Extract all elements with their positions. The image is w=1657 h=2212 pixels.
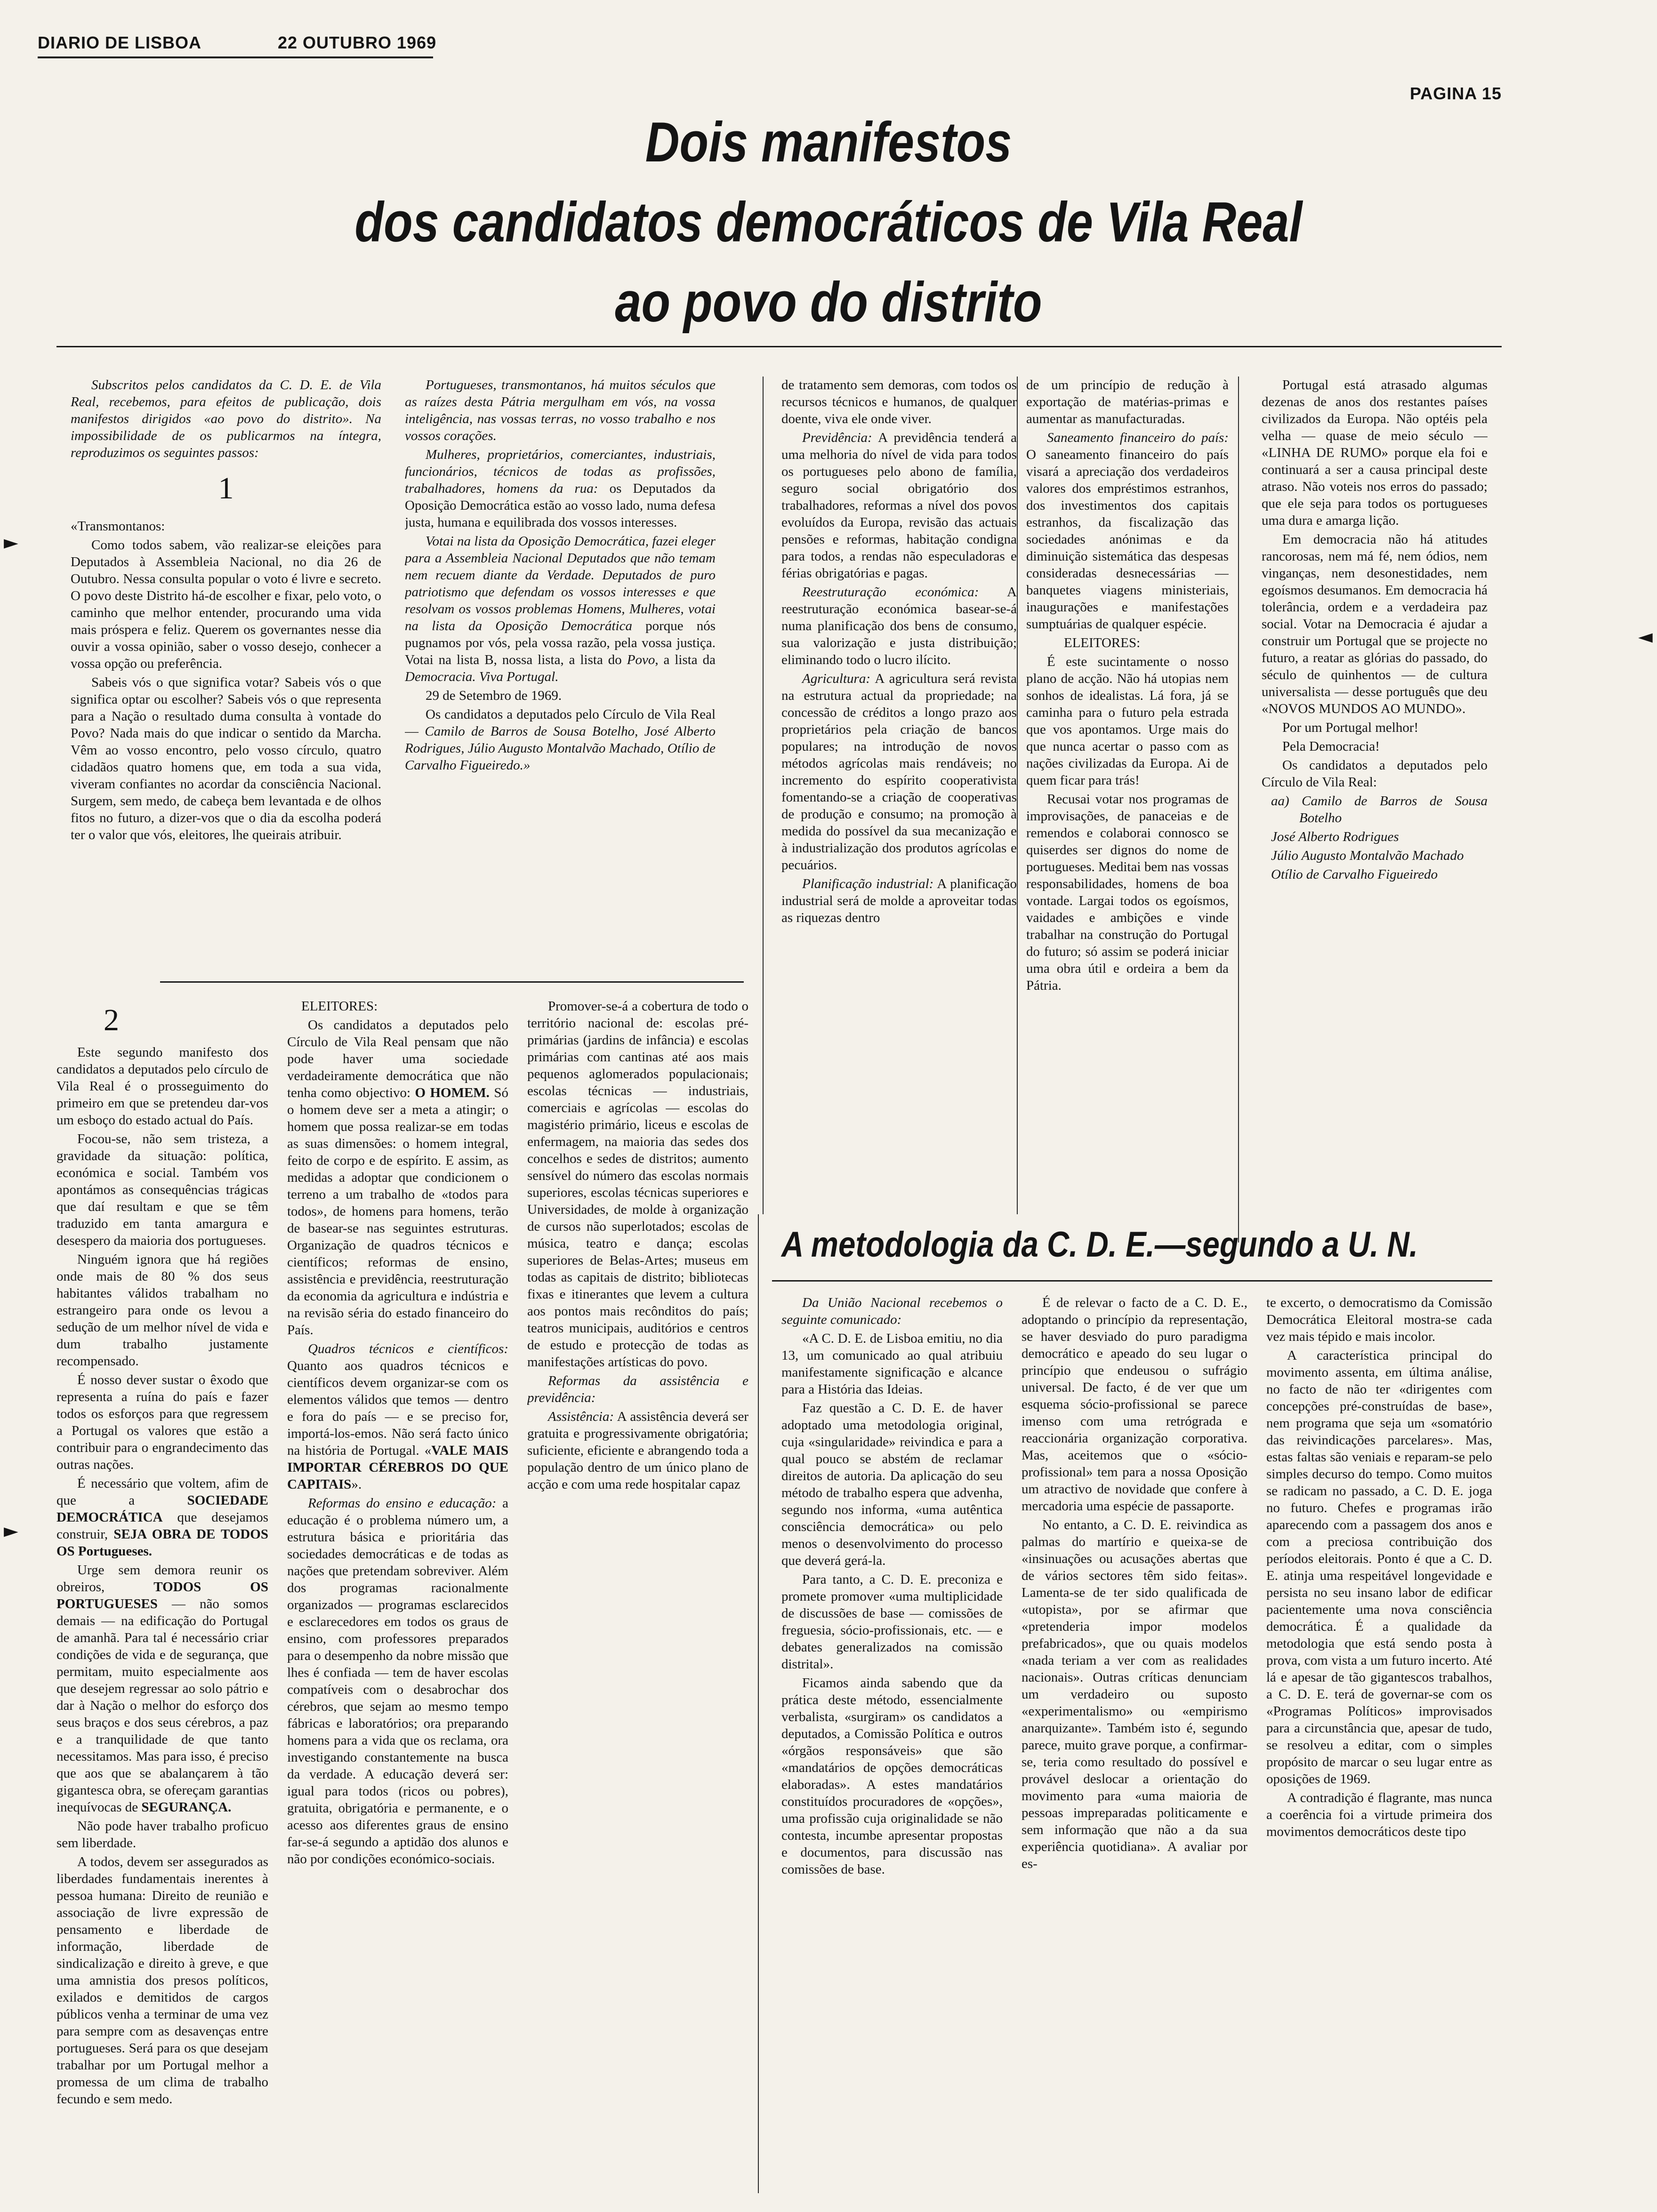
column-divider: [1017, 377, 1018, 1214]
column-divider: [1238, 377, 1239, 1242]
subheading: ELEITORES:: [1064, 635, 1141, 650]
page-number: PAGINA 15: [1409, 84, 1502, 103]
subheading: Quadros técnicos e científicos:: [308, 1341, 508, 1356]
paragraph-text: Povo: [627, 652, 655, 667]
paragraph: Por um Portugal melhor!: [1282, 720, 1419, 735]
section-rule: [160, 981, 744, 983]
subheading: Reformas da assistência e previdência:: [527, 1373, 748, 1405]
signatory-name: aa) Camilo de Barros de Sousa Botelho: [1271, 793, 1488, 825]
paragraph-text: É necessário que voltem, afim de que a: [56, 1476, 268, 1508]
paragraph: [527, 1408, 748, 1493]
emphasis: O HOMEM.: [415, 1085, 490, 1100]
emphasis: SEGURANÇA.: [141, 1800, 232, 1815]
paragraph: É este sucintamente o nosso plano de acção. Não há utopias nem sonhos de idealistas. Lá fora, já se caminha para o futuro pela estrada que vos apontamos. Urge mais do que nunca acertar o passo com as nações civilizadas da Europa. Ai de quem ficar para trás!: [1026, 654, 1229, 788]
paragraph: A contradição é flagrante, mas nunca a coerência foi a virtude primeira dos movimentos democráticos deste tipo: [1266, 1790, 1492, 1839]
manifesto-1-column-2: [405, 377, 716, 979]
paragraph: Para tanto, a C. D. E. preconiza e promete promover «uma multiplicidade de discussões de base — comissões de freguesia, sócio-profissionais, etc. — e debates generalizados na comissão distrital».: [781, 1572, 1003, 1672]
article-column-2: [1022, 1294, 1247, 2203]
paragraph-text: , a lista da: [655, 652, 716, 667]
paragraph-text: ».: [351, 1477, 362, 1492]
paragraph: «A C. D. E. de Lisboa emitiu, no dia 13, um comunicado ao qual atribuiu manifestamente significação e alcance para a História das Ideias.: [781, 1331, 1003, 1397]
article-intro: Da União Nacional recebemos o seguinte comunicado:: [781, 1295, 1003, 1327]
signatory-name: Otílio de Carvalho Figueiredo: [1271, 867, 1438, 882]
column-divider: [758, 1214, 759, 2193]
manifesto-1-date: 29 de Setembro de 1969.: [426, 688, 562, 703]
emphasis: TODOS OS PORTUGUESES: [56, 1579, 268, 1611]
paragraph: [287, 1017, 508, 1338]
paragraph-text: que desejamos construir,: [56, 1510, 268, 1542]
subheading: Previdência:: [802, 430, 872, 445]
paragraph-text: porque nós pugnamos por vós, pela vossa razão, pela vossa justiça. Votai na lista B, nossa lista, a lista do: [405, 618, 716, 667]
paragraph: Ficamos ainda sabendo que da prática deste método, essencialmente verbalista, «surgiram» os candidatos a deputados, a Comissão Política e outros «órgãos responsáveis» que são «mandatários de opções democráticas elaboradas». A estes mandatários constituídos procuradores de «opções», uma profissão cuja originalidade se não contesta, incumbe apresentar propostas e documentos, para discussão nas comissões de base.: [781, 1675, 1003, 1877]
paragraph-text: Homens, Mulheres, votai na lista da Oposição Democrática: [405, 601, 716, 633]
article-column-1: [781, 1294, 1003, 2203]
paragraph-text: A assistência deverá ser gratuita e progressivamente obrigatória; suficiente, eficiente e abrangendo toda a população dentro de um único plano de acção e com uma rede hospitalar capaz: [527, 1409, 748, 1492]
paragraph: [1026, 429, 1229, 633]
paragraph-text: A agricultura será revista na estrutura actual da propriedade; na concessão de créditos a longo prazo aos proprietários pela criação de bancos populares; na introdução de novos métodos agrícolas mais rendáveis; no incremento do espírito cooperativista fomentando-se a criação de cooperativas de produção e consumo; na promoção à medida do possível da sua mecanização e à industrialização dos produtos agrícolas e pecuários.: [781, 671, 1017, 873]
signatory-names: Camilo de Barros de Sousa Botelho, José Alberto Rodrigues, Júlio Augusto Montalvão Machado, Otílio de Carvalho Figueiredo.»: [405, 724, 716, 773]
paragraph-text: Só o homem deve ser a meta a atingir; o homem que possa realizar-se em todas as suas dimensões: o homem integral, feito de corpo e de espírito. E assim, as medidas a adoptar que condicionem o terreno a um trabalho de «todos para todos», de homens para homens, terão de basear-se nas seguintes estruturas. Organização de quadros técnicos e científicos; reformas de ensino, assistência e previdência, reestruturação da economia da agricultura e indústria e na revisão séria do estado financeiro do País.: [287, 1085, 508, 1338]
paragraph: de um princípio de redução à exportação de matérias-primas e aumentar as manufacturadas.: [1026, 377, 1229, 426]
paragraph: É de relevar o facto de a C. D. E., adoptando o princípio da representação, se haver desviado do puro paradigma democrático e apeado do seu lugar o princípio que endeusou o sufrágio universal. De facto, é de ver que um esquema sócio-profissional se parece imenso com uma retrógrada e reaccionária organização corporativa. Mas, aceitemos que o «sócio-profissional» tem para a nossa Oposição um atractivo de novidade que confere à mercadoria uma espécie de passaporte.: [1022, 1295, 1247, 1514]
manifesto-2-column-1: [56, 998, 268, 2203]
column-divider: [763, 377, 764, 1214]
intro-paragraph: Subscritos pelos candidatos da C. D. E. de Vila Real, recebemos, para efeitos de publicação, dois manifestos dirigidos «ao povo do distrito». Na impossibilidade de os publicarmos na íntegra, reproduzimos os seguintes passos:: [71, 377, 381, 460]
greeting: «Transmontanos:: [71, 519, 165, 534]
section-number-1: 1: [218, 471, 234, 505]
paragraph: É nosso dever sustar o êxodo que representa a ruína do país e fazer todos os esforços para que regressem a Portugal os valores que estão a contribuir para o engrandecimento das outras nações.: [56, 1372, 268, 1472]
article-rule: [772, 1280, 1492, 1282]
paragraph: Pela Democracia!: [1282, 739, 1380, 754]
article-title: A metodologia da C. D. E.—segundo a U. N.: [781, 1225, 1418, 1265]
paragraph: Portugal está atrasado algumas dezenas de anos dos restantes países civilizados da Europa. Não optéis pela velha — quase de meio século — «LINHA DE RUMO» porque ela foi e continuará a ser a causa principal deste atraso. Não voteis nos erros do passado; que ele seja para todos os portugueses uma dura e amarga lição.: [1262, 377, 1488, 528]
signatory-name: Júlio Augusto Montalvão Machado: [1271, 848, 1464, 863]
manifesto-column-5: [1262, 377, 1488, 1233]
manifesto-1-signatures: [405, 706, 716, 774]
paragraph: [287, 1340, 508, 1493]
paragraph: A todos, devem ser assegurados as liberdades fundamentais inerentes à pessoa humana: Direito de reunião e associação de livre expressão de pensamento e liberdade de informação, liberdade de sindicalização e direito à greve, e que uma amnistia dos presos políticos, exilados e demitidos de cargos públicos venha a terminar de uma vez para sempre com as desavenças entre portugueses. Será para os que desejam trabalhar por um Portugal melhor a promessa de um clima de trabalho fecundo e sem medo.: [56, 1854, 268, 2107]
manifesto-1-paragraph: [405, 533, 716, 685]
margin-arrow-icon: ◄: [1638, 626, 1653, 648]
paragraph: [56, 1562, 268, 1816]
paragraph: No entanto, a C. D. E. reivindica as palmas do martírio e queixa-se de «insinuações ou acusações abertas que de vários sectores têm sido feitas». Lamenta-se de ter sido qualificada de «utopista», por se afirmar que «pretenderia impor modelos prefabricados», que ou quais modelos «nada teriam a ver com as realidades nacionais». Outras críticas denunciam um verdadeiro ou suposto «experimentalismo» ou «empirismo anarquizante». Também isto é, segundo parece, muito grave porque, a confirmar-se, teria como resultado do possível e provável deslocar a orientação do movimento para «uma maioria de pessoas impreparadas politicamente e sem informação que não a da sua experiência quotidiana». A avaliar por es-: [1022, 1517, 1247, 1871]
subheading: ELEITORES:: [301, 999, 378, 1014]
manifesto-column-3: [781, 377, 1017, 1214]
subheading: Assistência:: [548, 1409, 614, 1424]
emphasis: SEJA OBRA DE TODOS OS Portugueses.: [56, 1527, 268, 1559]
paragraph: Recusai votar nos programas de improvisações, de panaceias e de remendos e colaborai connosco se quiserdes ser dignos do nome de portugueses. Meditai bem nas vossas responsabilidades, homens de boa vontade. Largai todos os egoísmos, vaidades e ambições e vinde trabalhar na construção do Portugal do futuro; só assim se poderá iniciar uma obra útil e ordeira a bem da Pátria.: [1026, 792, 1229, 993]
paragraph: [781, 584, 1017, 668]
paragraph: [287, 1495, 508, 1867]
paragraph: Em democracia não há atitudes rancorosas, nem má fé, nem ódios, nem vinganças, nem desonestidades, nem egoísmos desumanos. Em democracia há tolerância, ordem e a verdadeira paz social. Votar na Democracia é ajudar a construir um Portugal que se projecte no futuro, a reatar as glórias do passado, do século de quinhentos — de cultura universalista — desse português que deu «NOVOS MUNDOS AO MUNDO».: [1262, 532, 1488, 716]
headline-line-2: dos candidatos democráticos de Vila Real: [354, 191, 1303, 254]
paragraph: [781, 429, 1017, 582]
emphasis: SOCIEDADE DEMOCRÁTICA: [56, 1493, 268, 1525]
paragraph-text: a educação é o problema número um, a estrutura básica e prioritária das sociedades democráticas e de todas as nações que pretendam sobreviver. Além dos programas racionalmente organizados — programas esclarecidos e esclarecedores em todos os graus de ensino, com professores preparados para o desempenho da nobre missão que lhes é confiada — tem de haver escolas compatíveis com o desabrochar dos cérebros, que sejam ao mesmo tempo fábricas e laboratórios; ora preparando homens para a vida que os reclama, ora investigando constantemente na busca da verdade. A educação deverá ser: igual para todos (ricos ou pobres), gratuita, obrigatória e permanente, e o acesso aos diferentes graus de ensino far-se-á segundo a aptidão dos alunos e não por condições económico-sociais.: [287, 1496, 508, 1867]
manifesto-1-paragraph: Sabeis vós o que significa votar? Sabeis vós o que significa optar ou escolher? Sabeis vós o que representa para a Nação o resultado duma consulta à vontade do Povo? Nada mais do que indicar o sentido da Marcha. Vêm ao vosso encontro, pelo vosso círculo, quatro cidadãos quatro homens que, em toda a sua vida, viveram confiantes no acordar da consciência Nacional. Surgem, sem medo, de cabeça bem levantada e de olhos fitos no futuro, a dizer-vos que o dia da escolha poderá ter o valor que vós, eleitores, lhe queirais atribuir.: [71, 675, 381, 842]
paragraph: Este segundo manifesto dos candidatos a deputados pelo círculo de Vila Real é o prosseguimento do primeiro em que se pretendeu dar-vos um esboço do estado actual do País.: [56, 1045, 268, 1128]
paragraph-text: A reestruturação económica basear-se-á numa planificação dos bens de consumo, sua valorização e justa distribuição; eliminando todo o lucro ilícito.: [781, 585, 1017, 667]
paragraph: [781, 670, 1017, 874]
paragraph-text: Urge sem demora reunir os obreiros,: [56, 1563, 268, 1595]
paragraph: [781, 875, 1017, 926]
subheading: Reestruturação económica:: [802, 585, 979, 600]
paragraph: A característica principal do movimento assenta, em última análise, no facto de não ter «dirigentes com concepções pré-construídas de base», nem programa que seja um «somatório das reivindicações parcelares». Mas, estas faltas são veniais e reparam-se pelo simples decurso do tempo. Como muitos se radicam no passado, a C. D. E. joga no futuro. Chefes e programas irão aparecendo com a passagem dos anos e com a preciosa contribuição dos períodos eleitorais. Ponto é que a C. D. E. atinja uma respeitável longevidade e persista no seu insano labor de edificar pacientemente uma nova consciência democrática. É a qualidade da metodologia que está sendo posta à prova, com vista a um futuro incerto. Até lá e apesar de tão gigantescos trabalhos, a C. D. E. terá de governar-se com os «Programas Políticos» improvisados para a circunstância que, apesar de tudo, se resolveu a editar, com o simples propósito de marcar o seu lugar entre as oposições de 1969.: [1266, 1348, 1492, 1787]
paragraph: Faz questão a C. D. E. de haver adoptado uma metodologia original, cuja «singularidade» reivindica e para a qual pouco se abstém de reclamar direitos de autoria. Da aplicação do seu método de trabalho espera que advenha, segundo nos informa, «uma autêntica consciência democrática» ou pelo menos o desenvolvimento do processo que deverá gerá-la.: [781, 1401, 1003, 1568]
subheading: Reformas do ensino e educação:: [308, 1496, 497, 1511]
paragraph-text: Quanto aos quadros técnicos e científicos devem organizar-se com os elementos válidos que temos — dentro e fora do país — e se preciso for, importá-los-emos. Não será facto único na história de Portugal. «: [287, 1358, 508, 1458]
address-list: Mulheres, proprietários, comerciantes, industriais, funcionários, técnicos de todas as profissões, trabalhadores, homens da rua:: [405, 447, 716, 496]
manifesto-1-paragraph: Portugueses, transmontanos, há muitos séculos que as raízes desta Pátria mergulham em vós, na vossa inteligência, nas vossas terras, no vosso trabalho e nos vossos corações.: [405, 377, 716, 443]
headline-line-3: ao povo do distrito: [615, 271, 1042, 334]
headline-line-1: Dois manifestos: [645, 111, 1012, 174]
masthead-rule: [38, 56, 433, 58]
paragraph: Focou-se, não sem tristeza, a gravidade da situação: política, económica e social. Também vos apontámos as consequências trágicas que daí resultam e que se têm traduzido em tanta amargura e desespero da maioria dos portugueses.: [56, 1131, 268, 1248]
newspaper-name: DIARIO DE LISBOA: [38, 33, 202, 52]
margin-arrow-icon: ►: [4, 532, 18, 553]
paragraph: de tratamento sem demoras, com todos os recursos técnicos e humanos, de qualquer doente, viva ele onde viver.: [781, 377, 1017, 426]
manifesto-1-paragraph: [405, 446, 716, 531]
paragraph-text: Votai na lista da Oposição Democrática, fazei eleger para a Assembleia Nacional Deputados que não temam nem recuem diante da Verdade. Deputados de puro patriotismo que defendam os vossos interesses e que resolvam os vossos problemas: [405, 534, 716, 617]
paragraph-text: — não somos demais — na edificação do Portugal de amanhã. Para tal é necessário criar condições de vida e de segurança, que permitam, muito especialmente aos que desejem regressar ao solo pátrio e dar à Nação o melhor do esforço dos seus braços e dos seus cérebros, a paz e a tranquilidade de que tanto necessitamos. Mas para isso, é preciso que aos que se abalançarem à tão gigantesca obra, se ofereçam garantias inequívocas de: [56, 1596, 268, 1815]
paragraph-text: A planificação industrial será de molde a aproveitar todas as riquezas dentro: [781, 876, 1017, 925]
subheading: Saneamento financeiro do país:: [1047, 430, 1229, 445]
signatory-name: José Alberto Rodrigues: [1271, 829, 1399, 844]
emphasis: VALE MAIS IMPORTAR CÉREBROS DO QUE CAPITAIS: [287, 1443, 508, 1492]
paragraph: [56, 1475, 268, 1560]
issue-date: 22 OUTUBRO 1969: [278, 33, 437, 52]
headline-rule: [56, 346, 1502, 347]
paragraph-text: Os candidatos a deputados pelo Círculo de Vila Real pensam que não pode haver uma sociedade verdadeiramente democrática que não tenha como objectivo:: [287, 1018, 508, 1100]
paragraph: Não pode haver trabalho proficuo sem liberdade.: [56, 1819, 268, 1851]
paragraph-text: Democracia. Viva Portugal.: [405, 669, 559, 684]
manifesto-1-column-1: [71, 377, 381, 979]
section-number-2: 2: [104, 1003, 119, 1037]
paragraph-text: A previdência tenderá a uma melhoria do nível de vida para todos os portugueses pelo abono de família, seguro social obrigatório dos trabalhadores, reformas a nível dos povos evoluídos da Europa, revisão das actuais pensões e reformas, habitação condigna para todos, a rendas não especuladoras e férias obrigatórias e pagas.: [781, 430, 1017, 581]
manifesto-1-paragraph: Como todos sabem, vão realizar-se eleições para Deputados à Assembleia Nacional, no dia 26 de Outubro. Nessa consulta popular o voto é livre e secreto. O povo deste Distrito há-de escolher e fixar, pelo voto, o caminho que melhor entender, procurando uma vida mais próspera e feliz. Querem os governantes nesse dia ouvir a vossa opinião, saber o vosso desejo, conhecer a vossa opção ou preferência.: [71, 537, 381, 671]
manifesto-column-4: [1026, 377, 1229, 1214]
article-column-3: [1266, 1294, 1492, 2203]
paragraph: Os candidatos a deputados pelo Círculo de Vila Real:: [1262, 758, 1488, 790]
paragraph: te excerto, o democratismo da Comissão Democrática Eleitoral mostra-se cada vez mais tépido e mais incolor.: [1266, 1295, 1492, 1344]
subheading: Agricultura:: [802, 671, 870, 686]
paragraph-text: O saneamento financeiro do país visará a apreciação dos verdadeiros valores dos empréstimos estranhos, dos investimentos dos capitais estranhos, da fiscalização das sociedades anónimas e da diminuição sistemática das despesas consideradas desnecessárias — banquetes viagens ministeriais, inaugurações e manifestações sumptuárias de qualquer espécie.: [1026, 447, 1229, 632]
manifesto-2-column-2: [287, 998, 508, 2203]
paragraph-text: Os candidatos a deputados pelo Círculo de Vila Real —: [405, 707, 716, 739]
margin-arrow-icon: ►: [4, 1520, 18, 1542]
paragraph-text: os Deputados da Oposição Democrática estão ao vosso lado, numa defesa justa, humana e equilibrada dos vossos interesses.: [405, 481, 716, 530]
subheading: Planificação industrial:: [802, 876, 934, 891]
paragraph: Promover-se-á a cobertura de todo o território nacional de: escolas pré-primárias (jardins de infância) e escolas primárias com cantinas até aos mais pequenos aglomerados populacionais; escolas técnicas — industriais, comerciais e agrícolas — escolas do magistério primário, liceus e escolas de enfermagem, na maioria das sedes dos concelhos e sedes de distritos; aumento sensível do número das escolas normais superiores, escolas técnicas superiores e Universidades, de molde à organização de cursos não superlotados; escolas de música, teatro e dança; escolas superiores de Belas-Artes; museus em todas as capitais de distrito; bibliotecas fixas e itinerantes que levem a cultura aos pontos mais recônditos do país; teatros municipais, auditórios e centros de estudo e protecção de todas as manifestações artísticas do povo.: [527, 999, 748, 1370]
paragraph: Ninguém ignora que há regiões onde mais de 80 % dos seus habitantes válidos trabalham no estrangeiro para onde os levou a sedução de um melhor nível de vida e dum trabalho justamente recompensado.: [56, 1252, 268, 1369]
manifesto-2-column-3: [527, 998, 748, 2203]
